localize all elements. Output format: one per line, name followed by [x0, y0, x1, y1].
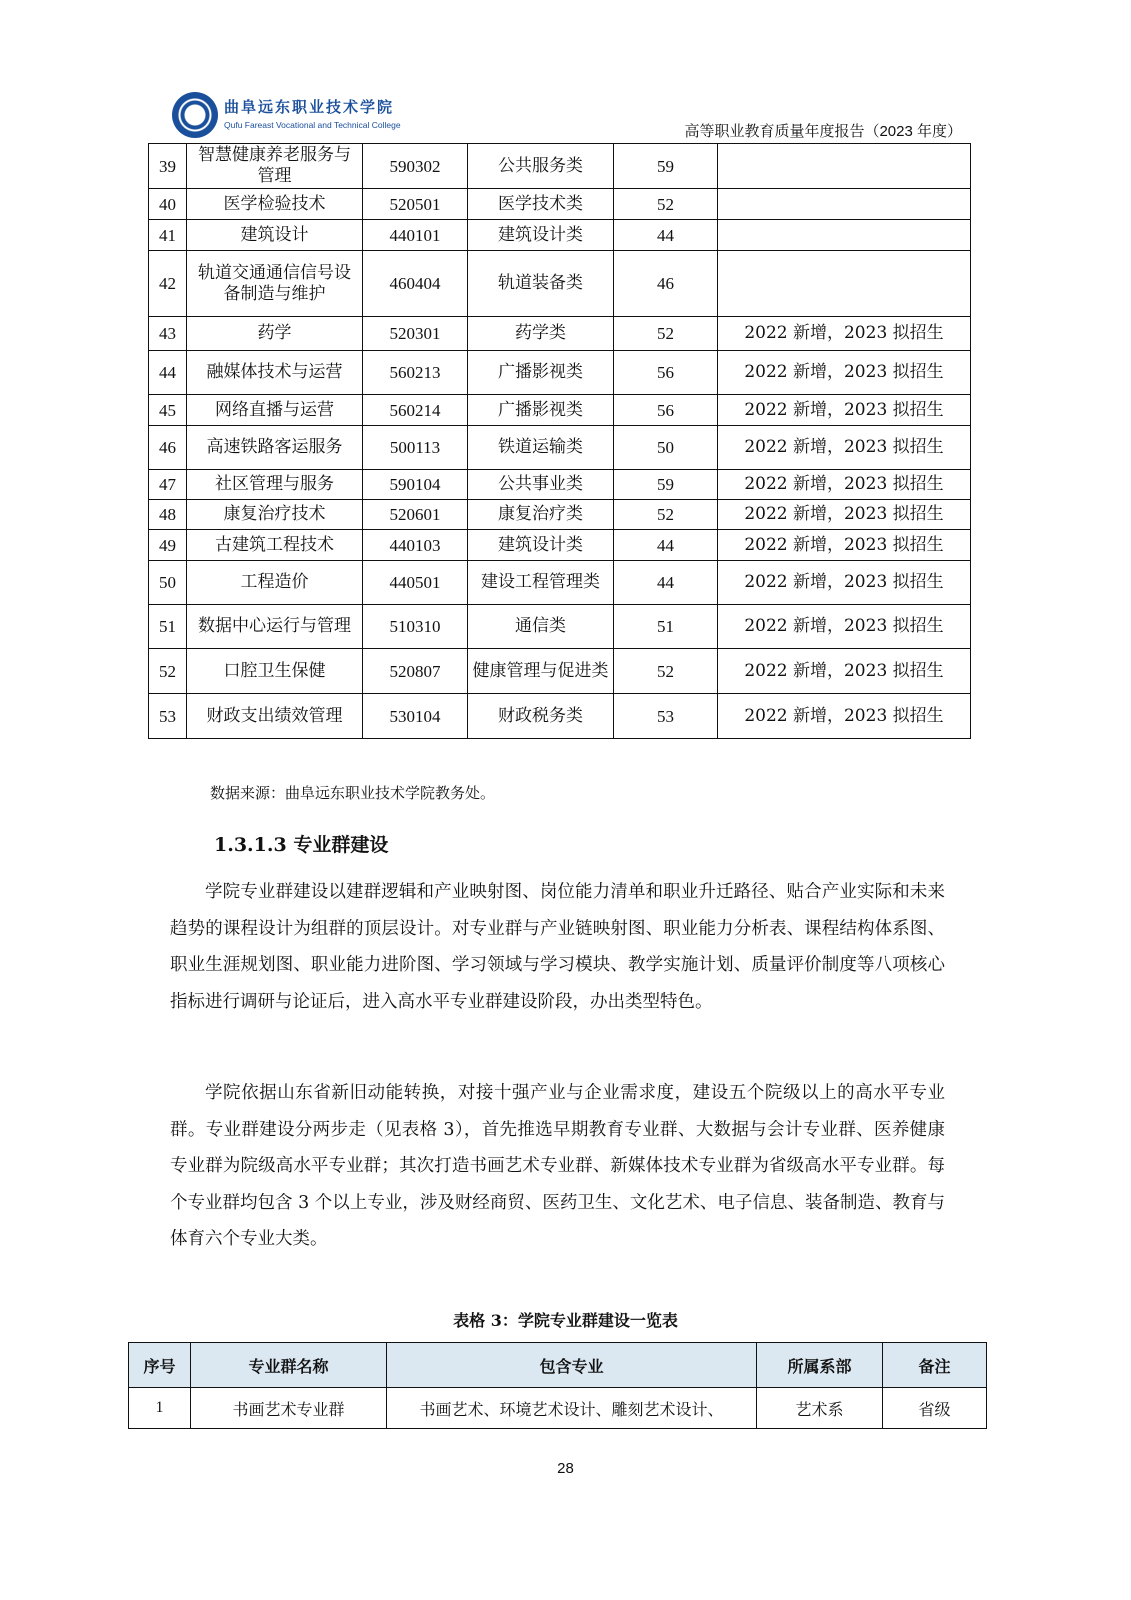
table-cell: 43 [149, 317, 187, 351]
table-cell: 艺术系 [757, 1388, 883, 1429]
table-cell: 1 [129, 1388, 191, 1429]
table-cell: 52 [614, 317, 718, 351]
table-cell [718, 220, 971, 251]
table-cell: 51 [614, 605, 718, 649]
table-cell: 46 [149, 426, 187, 470]
table-row [149, 220, 971, 251]
table-row [149, 530, 971, 561]
table-row [149, 317, 971, 351]
table-cell: 通信类 [468, 605, 614, 649]
table-row [149, 605, 971, 649]
table-cell: 公共服务类 [468, 144, 614, 189]
table-cell: 2022 新增，2023 拟招生 [718, 649, 971, 694]
college-seal-icon [172, 92, 218, 138]
major-groups-table [128, 1342, 987, 1429]
table3-caption: 表格 3：学院专业群建设一览表 [453, 1311, 678, 1330]
table-cell: 工程造价 [187, 561, 363, 605]
table-row [129, 1388, 987, 1429]
college-name-en: Qufu Fareast Vocational and Technical College [224, 120, 401, 130]
page-header [172, 92, 962, 144]
table-cell: 520301 [363, 317, 468, 351]
table-cell: 2022 新增，2023 拟招生 [718, 317, 971, 351]
table-row [149, 189, 971, 220]
table-cell: 590104 [363, 470, 468, 500]
majors-table [148, 143, 971, 739]
table-cell: 42 [149, 251, 187, 317]
table-cell: 520601 [363, 500, 468, 530]
table-cell: 2022 新增，2023 拟招生 [718, 470, 971, 500]
table-cell: 建设工程管理类 [468, 561, 614, 605]
table-cell: 440501 [363, 561, 468, 605]
table-cell: 建筑设计类 [468, 220, 614, 251]
table-cell: 440101 [363, 220, 468, 251]
table-cell: 590302 [363, 144, 468, 189]
table-header-cell: 序号 [129, 1343, 191, 1388]
table-cell: 45 [149, 395, 187, 426]
table-cell: 52 [614, 189, 718, 220]
table-header-cell: 包含专业 [387, 1343, 757, 1388]
table-cell: 财政支出绩效管理 [187, 694, 363, 739]
table-row [149, 470, 971, 500]
table-cell: 52 [614, 500, 718, 530]
table-cell: 财政税务类 [468, 694, 614, 739]
table-cell: 广播影视类 [468, 351, 614, 395]
table-row [149, 694, 971, 739]
college-name-cn: 曲阜远东职业技术学院 [224, 98, 395, 116]
table-row [149, 561, 971, 605]
table-cell: 53 [614, 694, 718, 739]
table-cell: 530104 [363, 694, 468, 739]
table-header-cell: 备注 [883, 1343, 987, 1388]
table-cell: 560214 [363, 395, 468, 426]
table-cell: 医学检验技术 [187, 189, 363, 220]
table-cell: 2022 新增，2023 拟招生 [718, 530, 971, 561]
table-cell: 59 [614, 144, 718, 189]
table-cell: 药学类 [468, 317, 614, 351]
table-cell: 健康管理与促进类 [468, 649, 614, 694]
table-cell: 52 [614, 649, 718, 694]
table-cell: 医学技术类 [468, 189, 614, 220]
table-cell: 460404 [363, 251, 468, 317]
table-cell: 2022 新增，2023 拟招生 [718, 351, 971, 395]
table-cell: 康复治疗类 [468, 500, 614, 530]
table-cell: 510310 [363, 605, 468, 649]
body-paragraph-2: 学院依据山东省新旧动能转换，对接十强产业与企业需求度，建设五个院级以上的高水平专业群。专业群建设分两步走（见表格 3），首先推选早期教育专业群、大数据与会计专业群、医养健康专业群为院级高水平专业群；其次打造书画艺术专业群、新媒体技术专业群为省级高水平专业群。每个专业群均包含 3 个以上专业，涉及财经商贸、医药卫生、文化艺术、电子信息、装备制造、教育与体育六个专业大类。 [170, 1083, 945, 1249]
table-cell: 500113 [363, 426, 468, 470]
table-cell: 网络直播与运营 [187, 395, 363, 426]
table-cell: 39 [149, 144, 187, 189]
table-cell: 智慧健康养老服务与管理 [187, 144, 363, 189]
table-cell: 书画艺术、环境艺术设计、雕刻艺术设计、 [387, 1388, 757, 1429]
table-cell: 59 [614, 470, 718, 500]
table-cell: 2022 新增，2023 拟招生 [718, 500, 971, 530]
table-row [149, 395, 971, 426]
table-cell: 2022 新增，2023 拟招生 [718, 395, 971, 426]
table-header-cell: 专业群名称 [191, 1343, 387, 1388]
table-row [149, 144, 971, 189]
table-cell: 融媒体技术与运营 [187, 351, 363, 395]
body-paragraph-1: 学院专业群建设以建群逻辑和产业映射图、岗位能力清单和职业升迁路径、贴合产业实际和未来趋势的课程设计为组群的顶层设计。对专业群与产业链映射图、职业能力分析表、课程结构体系图、职业生涯规划图、职业能力进阶图、学习领域与学习模块、教学实施计划、质量评价制度等八项核心指标进行调研与论证后，进入高水平专业群建设阶段，办出类型特色。 [170, 882, 945, 1012]
table-cell: 2022 新增，2023 拟招生 [718, 694, 971, 739]
table-cell: 44 [614, 561, 718, 605]
table-cell: 44 [614, 220, 718, 251]
table-cell: 560213 [363, 351, 468, 395]
table-cell: 520807 [363, 649, 468, 694]
table-cell: 高速铁路客运服务 [187, 426, 363, 470]
table-cell: 口腔卫生保健 [187, 649, 363, 694]
table3-header-row [129, 1343, 987, 1388]
table-cell: 50 [614, 426, 718, 470]
table-cell: 440103 [363, 530, 468, 561]
table-cell: 53 [149, 694, 187, 739]
table-cell: 44 [149, 351, 187, 395]
table-cell: 56 [614, 395, 718, 426]
table-cell: 2022 新增，2023 拟招生 [718, 561, 971, 605]
table-cell: 康复治疗技术 [187, 500, 363, 530]
table-row [149, 251, 971, 317]
table-cell: 52 [149, 649, 187, 694]
table-cell: 47 [149, 470, 187, 500]
table-header-cell: 所属系部 [757, 1343, 883, 1388]
table-cell: 轨道装备类 [468, 251, 614, 317]
table-cell: 56 [614, 351, 718, 395]
table-row [149, 426, 971, 470]
table-cell: 药学 [187, 317, 363, 351]
table-cell: 49 [149, 530, 187, 561]
table-row [149, 351, 971, 395]
table-cell: 数据中心运行与管理 [187, 605, 363, 649]
table-cell: 40 [149, 189, 187, 220]
table-cell: 50 [149, 561, 187, 605]
table-cell: 44 [614, 530, 718, 561]
table-row [149, 500, 971, 530]
section-heading: 1.3.1.3 专业群建设 [214, 834, 389, 856]
table-cell: 铁道运输类 [468, 426, 614, 470]
table-cell: 46 [614, 251, 718, 317]
table-cell: 建筑设计类 [468, 530, 614, 561]
table-cell: 社区管理与服务 [187, 470, 363, 500]
table-cell [718, 251, 971, 317]
table-cell: 广播影视类 [468, 395, 614, 426]
report-title: 高等职业教育质量年度报告（2023 年度） [684, 123, 962, 140]
table-cell: 轨道交通通信信号设备制造与维护 [187, 251, 363, 317]
page-number: 28 [557, 1460, 574, 1477]
table-cell: 公共事业类 [468, 470, 614, 500]
table-cell: 古建筑工程技术 [187, 530, 363, 561]
table-cell [718, 144, 971, 189]
table-row [149, 649, 971, 694]
table-cell [718, 189, 971, 220]
table-cell: 520501 [363, 189, 468, 220]
data-source-note: 数据来源：曲阜远东职业技术学院教务处。 [210, 784, 496, 802]
table-cell: 省级 [883, 1388, 987, 1429]
table-cell: 51 [149, 605, 187, 649]
table-cell: 建筑设计 [187, 220, 363, 251]
table-cell: 书画艺术专业群 [191, 1388, 387, 1429]
majors-table-body [149, 144, 971, 739]
table-cell: 48 [149, 500, 187, 530]
table-cell: 2022 新增，2023 拟招生 [718, 426, 971, 470]
table-cell: 41 [149, 220, 187, 251]
table-cell: 2022 新增，2023 拟招生 [718, 605, 971, 649]
